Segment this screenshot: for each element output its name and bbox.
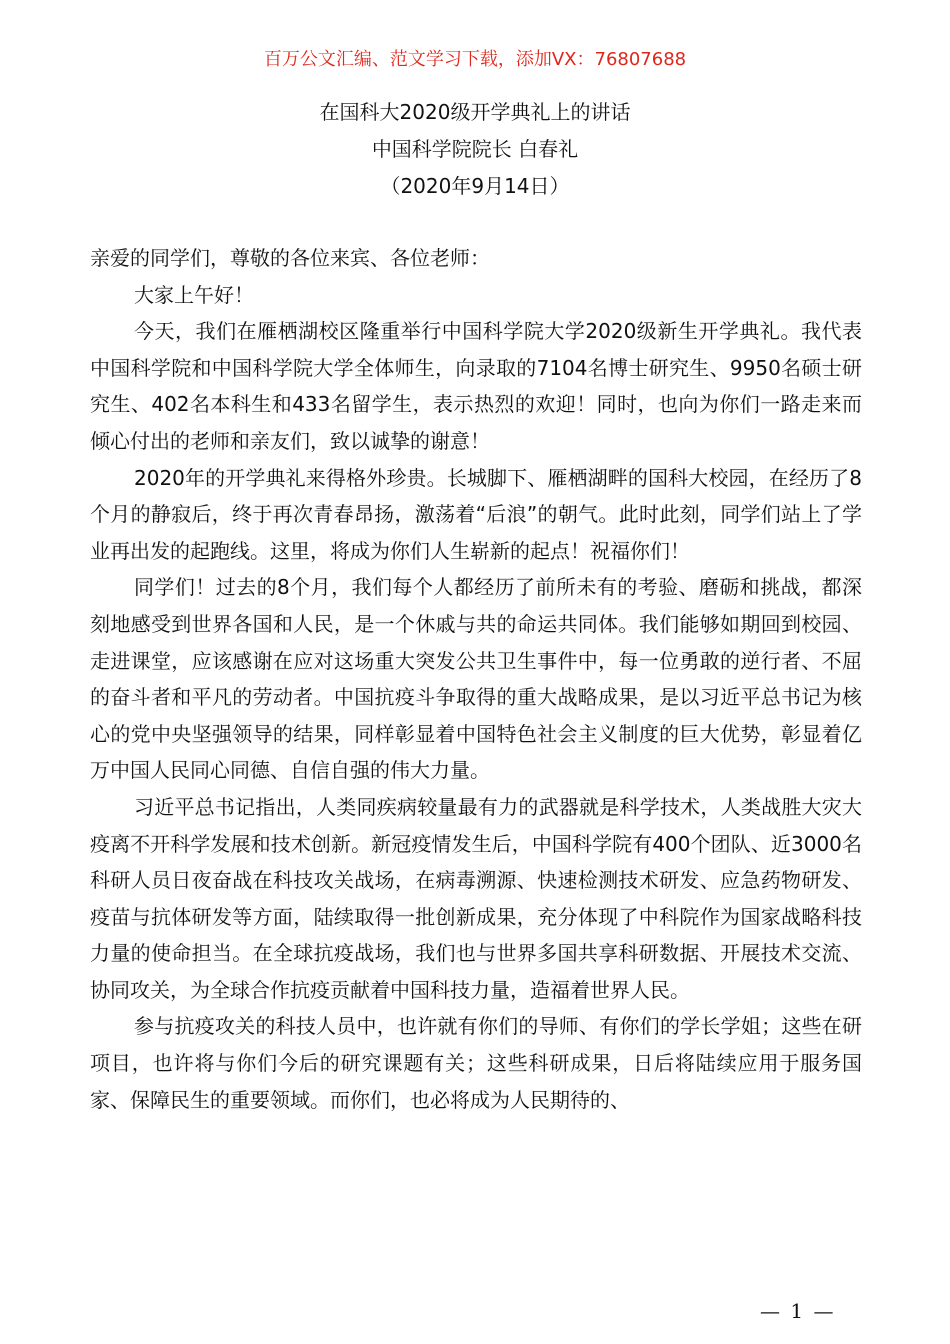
paragraph: 2020年的开学典礼来得格外珍贵。长城脚下、雁栖湖畔的国科大校园，在经历了8个月的静寂后，终于再次青春昂扬，激荡着“后浪”的朝气。此时此刻，同学们站上了学业再出发的起跑线。这里，将成为你们人生崭新的起点！祝福你们！ (90, 465, 862, 563)
paragraph: 今天，我们在雁栖湖校区隆重举行中国科学院大学2020级新生开学典礼。我代表中国科学院和中国科学院大学全体师生，向录取的7104名博士研究生、9950名硕士研究生、402名本科生和433名留学生，表示热烈的欢迎！同时，也向为你们一路走来而倾心付出的老师和亲友们，致以诚挚的谢意！ (90, 319, 862, 453)
paragraph: 习近平总书记指出，人类同疾病较量最有力的武器就是科学技术，人类战胜大灾大疫离不开科学发展和技术创新。新冠疫情发生后，中国科学院有400个团队、近3000名科研人员日夜奋战在科技攻关战场，在病毒溯源、快速检测技术研发、应急药物研发、疫苗与抗体研发等方面，陆续取得一批创新成果，充分体现了中科院作为国家战略科技力量的使命担当。在全球抗疫战场，我们也与世界多国共享科研数据、开展技术交流、协同攻关，为全球合作抗疫贡献着中国科技力量，造福着世界人民。 (90, 794, 862, 1002)
speech-date: （2020年9月14日） (380, 174, 570, 198)
promo-banner: 百万公文汇编、范文学习下载，添加VX：76807688 (263, 49, 687, 70)
page-number: — 1 — (760, 1299, 836, 1323)
paragraph: 大家上午好！ (134, 282, 254, 307)
paragraph: 同学们！过去的8个月，我们每个人都经历了前所未有的考验、磨砺和挑战，都深刻地感受到世界各国和人民，是一个休戚与共的命运共同体。我们能够如期回到校园、走进课堂，应该感谢在应对这场重大突发公共卫生事件中，每一位勇敢的逆行者、不屈的奋斗者和平凡的劳动者。中国抗疫斗争取得的重大战略成果，是以习近平总书记为核心的党中央坚强领导的结果，同样彰显着中国特色社会主义制度的巨大优势，彰显着亿万中国人民同心同德、自信自强的伟大力量。 (90, 575, 862, 783)
speech-body (90, 240, 862, 1118)
salutation: 亲爱的同学们，尊敬的各位来宾、各位老师： (90, 246, 490, 270)
speech-title: 在国科大2020级开学典礼上的讲话 (319, 100, 631, 124)
speech-author: 中国科学院院长 白春礼 (371, 137, 579, 161)
paragraph: 参与抗疫攻关的科技人员中，也许就有你们的导师、有你们的学长学姐；这些在研项目，也许将与你们今后的研究课题有关；这些科研成果，日后将陆续应用于服务国家、保障民生的重要领域。而你们，也必将成为人民期待的、 (90, 1014, 862, 1112)
